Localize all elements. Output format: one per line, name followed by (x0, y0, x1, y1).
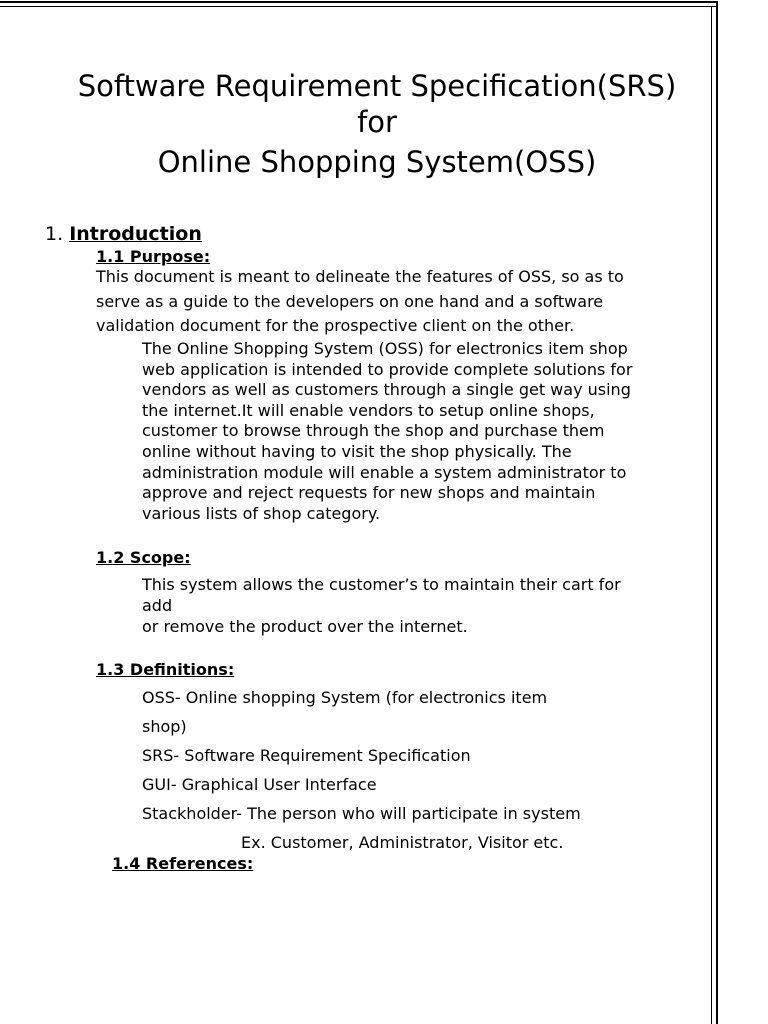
definition-item: SRS- Software Requirement Specification (142, 746, 471, 765)
subsection-heading-scope: 1.2 Scope: (96, 548, 191, 567)
paragraph-line: This system allows the customer’s to maintain their cart for (142, 575, 621, 594)
paragraph-line: administration module will enable a system administrator to (142, 462, 627, 482)
page-border-top (0, 1, 718, 3)
paragraph-line: This document is meant to delineate the features of OSS, so as to (96, 267, 624, 286)
document-title-line-1: Software Requirement Specification(SRS) (77, 69, 677, 103)
section-label: Introduction (69, 223, 202, 245)
purpose-paragraph-2 (142, 339, 632, 524)
paragraph-line: online without having to visit the shop physically. The (142, 441, 572, 461)
document-title-line-3: Online Shopping System(OSS) (157, 145, 597, 179)
subsection-heading-references: 1.4 References: (112, 854, 254, 873)
definition-item: GUI- Graphical User Interface (142, 775, 377, 794)
document-title-line-2: for (357, 105, 397, 139)
definition-example: Ex. Customer, Administrator, Visitor etc. (241, 833, 564, 852)
paragraph-line: approve and reject requests for new shops and maintain (142, 483, 596, 503)
purpose-paragraph-1 (96, 265, 624, 339)
subsection-heading-purpose: 1.1 Purpose: (96, 247, 211, 266)
paragraph-line: or remove the product over the internet. (142, 617, 468, 637)
scope-paragraph (142, 575, 621, 638)
paragraph-line: The Online Shopping System (OSS) for electronics item shop (142, 339, 628, 358)
paragraph-line: web application is intended to provide complete solutions for (142, 359, 633, 379)
paragraph-line: customer to browse through the shop and purchase them (142, 421, 605, 441)
paragraph-line: serve as a guide to the developers on one hand and a software (96, 291, 604, 311)
section-number: 1. (45, 223, 64, 245)
definitions-list (142, 683, 581, 828)
paragraph-line: validation document for the prospective client on the other. (96, 316, 575, 335)
subsection-heading-definitions: 1.3 Definitions: (96, 660, 235, 679)
paragraph-line: add (142, 595, 173, 615)
definition-item: Stackholder- The person who will participate in system (142, 804, 581, 823)
paragraph-line: the internet.It will enable vendors to setup online shops, (142, 400, 595, 420)
definition-item: OSS- Online shopping System (for electronics item (142, 688, 548, 707)
section-heading-introduction (45, 222, 202, 246)
paragraph-line: various lists of shop category. (142, 503, 381, 523)
paragraph-line: vendors as well as customers through a single get way using (142, 380, 631, 400)
page-border-top-inner (0, 6, 716, 7)
definition-item: shop) (142, 717, 187, 736)
